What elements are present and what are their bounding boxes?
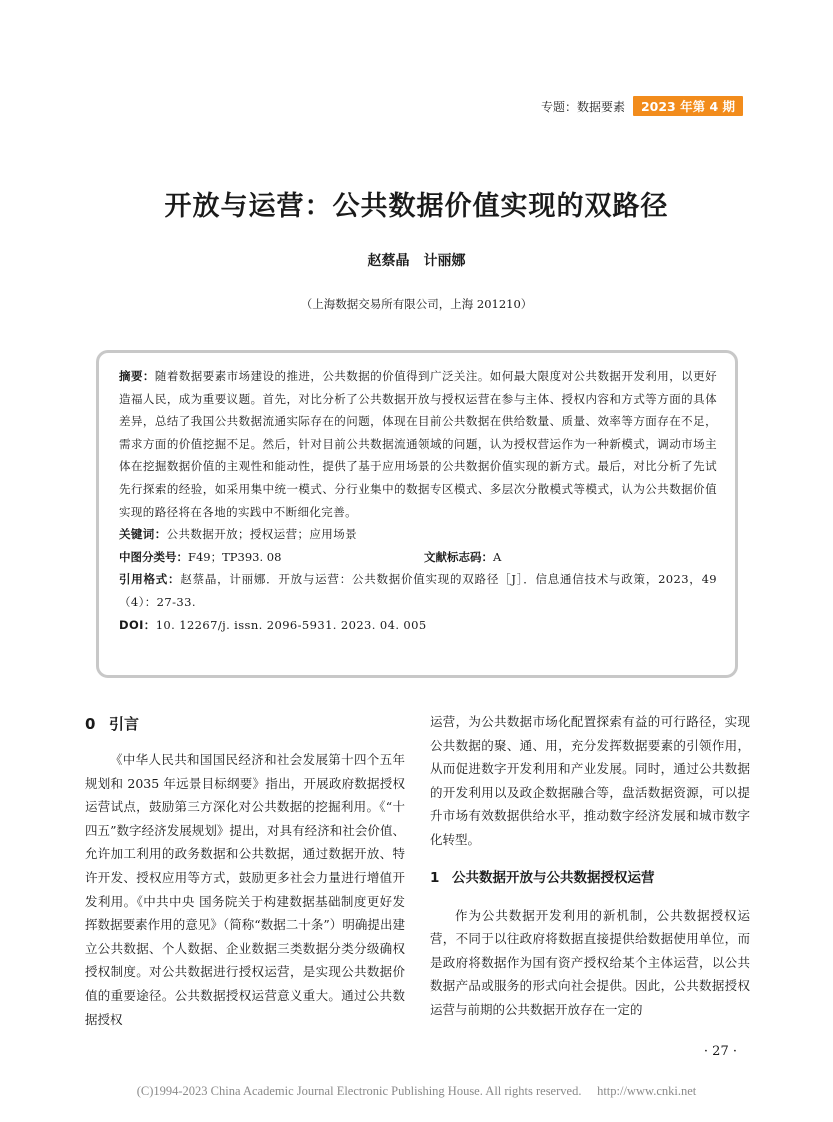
abstract-text: 随着数据要素市场建设的推进，公共数据的价值得到广泛关注。如何最大限度对公共数据开发利用，以更好造福人民，成为重要议题。首先，对比分析了公共数据开放与授权运营在参与主体、授权内容和方式等方面的具体差异，总结了我国公共数据流通实际存在的问题，体现在目前公共数据在供给数量、质量、效率等方面存在不足，需求方面的价值挖掘不足。然后，针对目前公共数据流通领域的问题，认为授权营运作为一种新模式，调动市场主体在挖掘数据价值的主观性和能动性，提供了基于应用场景的公共数据价值实现的新方式。最后，对比分析了先试先行探索的经验，如采用集中统一模式、分行业集中的数据专区模式、多层次分散模式等模式，认为公共数据价值实现的路径将在各地的实践中不断细化完善。	[119, 369, 718, 519]
citation-line	[119, 568, 717, 613]
paper-title: 开放与运营：公共数据价值实现的双路径	[164, 191, 669, 222]
section-1-paragraph: 作为公共数据开发利用的新机制，公共数据授权运营，不同于以往政府将数据直接提供给数据使用单位，而是政府将数据作为国有资产授权给某个主体运营，以公共数据产品或服务的形式向社会提供。因此，公共数据授权运营与前期的公共数据开放存在一定的	[430, 907, 750, 1017]
keywords-label: 关键词：	[119, 527, 167, 542]
right-column	[430, 710, 750, 1022]
section-1-number: 1	[430, 869, 440, 886]
doi-link[interactable]: 10. 12267/j. issn. 2096-5931. 2023. 04. 005	[155, 617, 427, 632]
section-0-paragraph: 《中华人民共和国国民经济和社会发展第十四个五年规划和 2035 年远景目标纲要》指出，开展政府数据授权运营试点，鼓励第三方深化对公共数据的挖掘利用。《“十四五”数字经济发展规划》提出，对具有经济和社会价值、允许加工利用的政务数据和公共数据，通过数据开放、特许开发、授权应用等方式，鼓励更多社会力量进行增值开发利用。《中共中央 国务院关于构建数据基础制度更好发挥数据要素作用的意见》（简称“数据二十条”）明确提出建立公共数据、个人数据、企业数据三类数据分类分级确权授权制度。对公共数据进行授权运营，是实现公共数据价值的重要途径。公共数据授权运营意义重大。通过公共数据授权	[85, 752, 405, 1027]
section-0-heading	[85, 712, 405, 736]
section-0-number: 0	[85, 715, 96, 733]
doc-code-value: A	[493, 549, 502, 564]
paper-affiliation: （上海数据交易所有限公司，上海 201210）	[300, 297, 533, 311]
section-0-paragraph-continued: 运营，为公共数据市场化配置探索有益的可行路径，实现公共数据的聚、通、用，充分发挥数据要素的引领作用，从而促进数字开发利用和产业发展。同时，通过公共数据的开发利用以及政企数据融合等，盘活数据资源，可以提升市场有效数据供给水平，推动数字经济发展和城市数字化转型。	[430, 714, 750, 847]
page-number: · 27 ·	[703, 1044, 737, 1059]
section-0-title: 引言	[109, 715, 140, 733]
paper-authors: 赵蔡晶 计丽娜	[367, 253, 466, 269]
topic-label: 专题：数据要素	[540, 99, 625, 114]
clc-line	[119, 546, 424, 569]
keywords-line	[119, 523, 717, 546]
section-1-heading	[430, 866, 750, 890]
left-column	[85, 710, 405, 1031]
abstract-box	[96, 350, 738, 678]
doc-code-line	[424, 546, 501, 569]
citation-label: 引用格式：	[119, 572, 181, 587]
doi-line	[119, 614, 717, 637]
classification-row	[119, 546, 717, 569]
section-1-title: 公共数据开放与公共数据授权运营	[452, 869, 655, 886]
clc-label: 中图分类号：	[119, 549, 188, 564]
abstract-label: 摘要：	[119, 369, 155, 383]
issue-badge: 2023 年第 4 期	[633, 96, 743, 116]
abstract-paragraph	[119, 365, 717, 523]
copyright-footer: (C)1994-2023 China Academic Journal Electronic Publishing House. All rights reserved. http://www.cnki.net	[136, 1084, 697, 1098]
clc-value: F49；TP393. 08	[188, 549, 282, 564]
keywords-text: 公共数据开放；授权运营；应用场景	[166, 527, 358, 542]
citation-text: 赵蔡晶，计丽娜．开放与运营：公共数据价值实现的双路径［J］．信息通信技术与政策，2023，49（4）：27-33.	[119, 572, 718, 609]
journal-topic-header	[541, 96, 743, 116]
doi-label: DOI：	[119, 617, 156, 632]
doc-code-label: 文献标志码：	[424, 549, 493, 564]
